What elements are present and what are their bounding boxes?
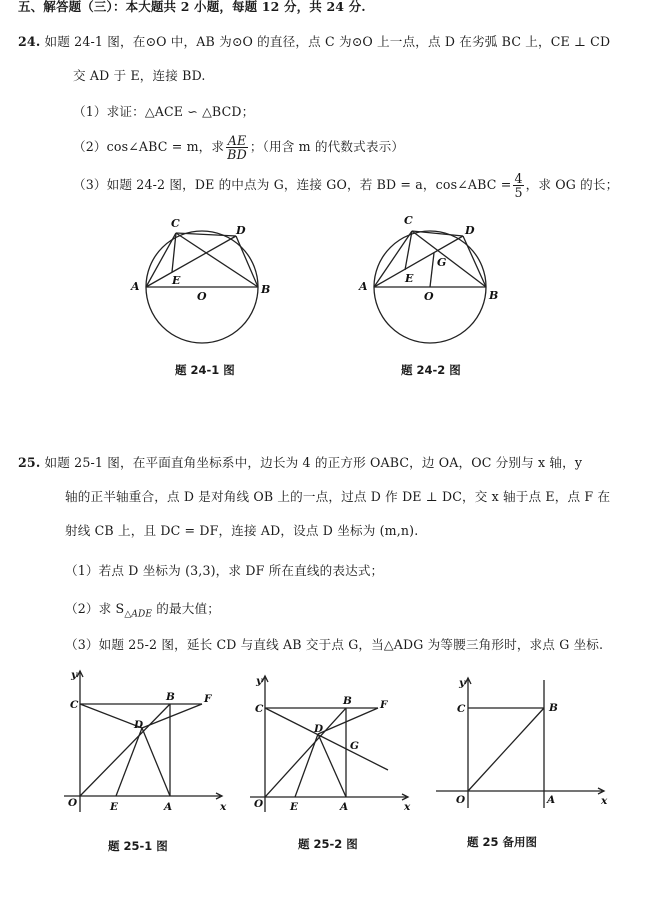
fig2-label-g: G [437,256,447,269]
diagonal-ob [468,708,544,791]
q25-stem-line-1 [18,452,582,471]
q25-number: 25. [18,455,41,470]
q25-part-2-sub: △ADE [124,609,153,620]
figure-25-2 [248,668,413,828]
q24-stem-line-1 [18,31,610,50]
q24-part-3-b: ，求 OG 的长； [525,177,619,193]
fig-25-1-caption: 题 25-1 图 [108,839,168,853]
q25-stem-b: 轴的正半轴重合，点 D 是对角线 OB 上的一点，过点 D 作 DE ⊥ DC，交 x 轴于点 E，点 F 在 [65,489,611,504]
q24-part-2-a: （2）cos∠ABC = m，求 [73,139,225,155]
q24-frac-den: BD [227,147,247,163]
fig2-label-a: A [359,280,368,293]
fig-25-spare-caption: 题 25 备用图 [467,835,538,849]
segment-de [295,734,318,797]
figure-25-spare [432,672,612,822]
fig251-label-f: F [204,693,212,705]
fig252-label-f: F [380,699,388,711]
q24-part-3-fraction [513,172,523,199]
fig253-label-x: x [601,795,608,807]
fig251-label-a: A [164,801,173,813]
q25-part-2-b: 的最大值； [152,601,221,616]
fig1-label-c: C [171,217,180,230]
diagonal-ob [265,708,346,797]
fig251-label-x: x [220,801,227,813]
fig1-label-a: A [131,280,140,293]
fig253-label-y: y [459,677,466,689]
q24-part-2 [73,134,404,161]
q24-part-1: （1）求证：△ACE ∽ △BCD； [73,104,255,119]
figure-24-2 [345,210,510,360]
fig251-label-c: C [70,699,79,711]
fig2-label-b: B [489,289,499,302]
segment-cd [176,233,236,236]
segment-go [430,253,434,287]
fig252-label-c: C [255,703,264,715]
q24-part-2-b: ；（用含 m 的代数式表示） [249,139,405,155]
figure-24-1 [120,210,280,360]
fig252-label-x: x [404,801,411,813]
fig1-label-o: O [197,290,207,303]
fig2-label-e: E [405,272,414,285]
segment-ad [374,236,463,287]
q24-number: 24. [18,34,41,49]
fig252-label-y: y [256,675,263,687]
q24-frac3-den: 5 [514,185,523,201]
fig252-label-o: O [254,798,264,810]
q24-frac3-num: 4 [514,171,523,186]
fig253-label-c: C [457,703,466,715]
fig-25-2-caption: 题 25-2 图 [298,837,358,851]
q24-stem-a: 如题 24-1 图，在⊙O 中，AB 为⊙O 的直径，点 C 为⊙O 上一点，点 D 在劣弧 BC 上，CE ⊥ CD [44,34,611,49]
figure-25-1 [55,665,230,825]
q25-part-1: （1）若点 D 坐标为 (3,3)，求 DF 所在直线的表达式； [65,563,384,578]
q24-part-3 [73,172,618,199]
q24-part-2-fraction [226,134,248,161]
segment-ad [318,734,346,797]
segment-df [318,708,378,734]
fig252-label-g: G [350,740,359,752]
fig251-label-o: O [68,797,78,809]
q25-stem-a: 如题 25-1 图，在平面直角坐标系中，边长为 4 的正方形 OABC，边 OA，OC 分别与 x 轴，y [44,455,583,470]
q24-part-3-a: （3）如题 24-2 图，DE 的中点为 G，连接 GO，若 BD = a，cos∠ABC = [73,177,512,193]
fig252-label-b: B [343,695,352,707]
segment-db [463,236,486,287]
section-header: 五、解答题（三）：本大题共 2 小题，每题 12 分，共 24 分. [18,0,366,14]
fig253-label-b: B [549,702,558,714]
q25-part-3: （3）如题 25-2 图，延长 CD 与直线 AB 交于点 G，当△ADG 为等腰三角形时，求点 G 坐标. [65,637,604,652]
fig251-label-d: D [134,719,144,731]
fig251-label-y: y [71,669,78,681]
fig-24-1-caption: 题 24-1 图 [175,363,235,377]
q25-stem-c: 射线 CB 上，且 DC = DF，连接 AD，设点 D 坐标为 (m,n). [65,523,419,538]
q24-stem-b: 交 AD 于 E，连接 BD. [73,68,206,83]
fig1-label-d: D [236,224,246,237]
fig252-label-a: A [340,801,349,813]
fig253-label-a: A [547,794,556,806]
fig252-label-e: E [290,801,299,813]
fig2-label-d: D [465,224,475,237]
fig253-label-o: O [456,794,466,806]
fig251-label-e: E [110,801,119,813]
fig251-label-b: B [166,691,175,703]
line-cg [265,708,388,770]
fig2-label-o: O [424,290,434,303]
fig1-label-e: E [172,274,181,287]
segment-df [142,704,202,728]
q25-part-2 [65,598,220,620]
diagonal-ob [80,704,170,796]
fig1-label-b: B [261,283,271,296]
fig252-label-d: D [314,723,324,735]
segment-ad [142,728,170,796]
segment-cd [80,704,142,728]
fig2-label-c: C [404,214,413,227]
fig-24-2-caption: 题 24-2 图 [401,363,461,377]
segment-de [116,728,142,796]
q25-part-2-a: （2）求 S [65,601,125,616]
q24-frac-num: AE [227,133,247,148]
